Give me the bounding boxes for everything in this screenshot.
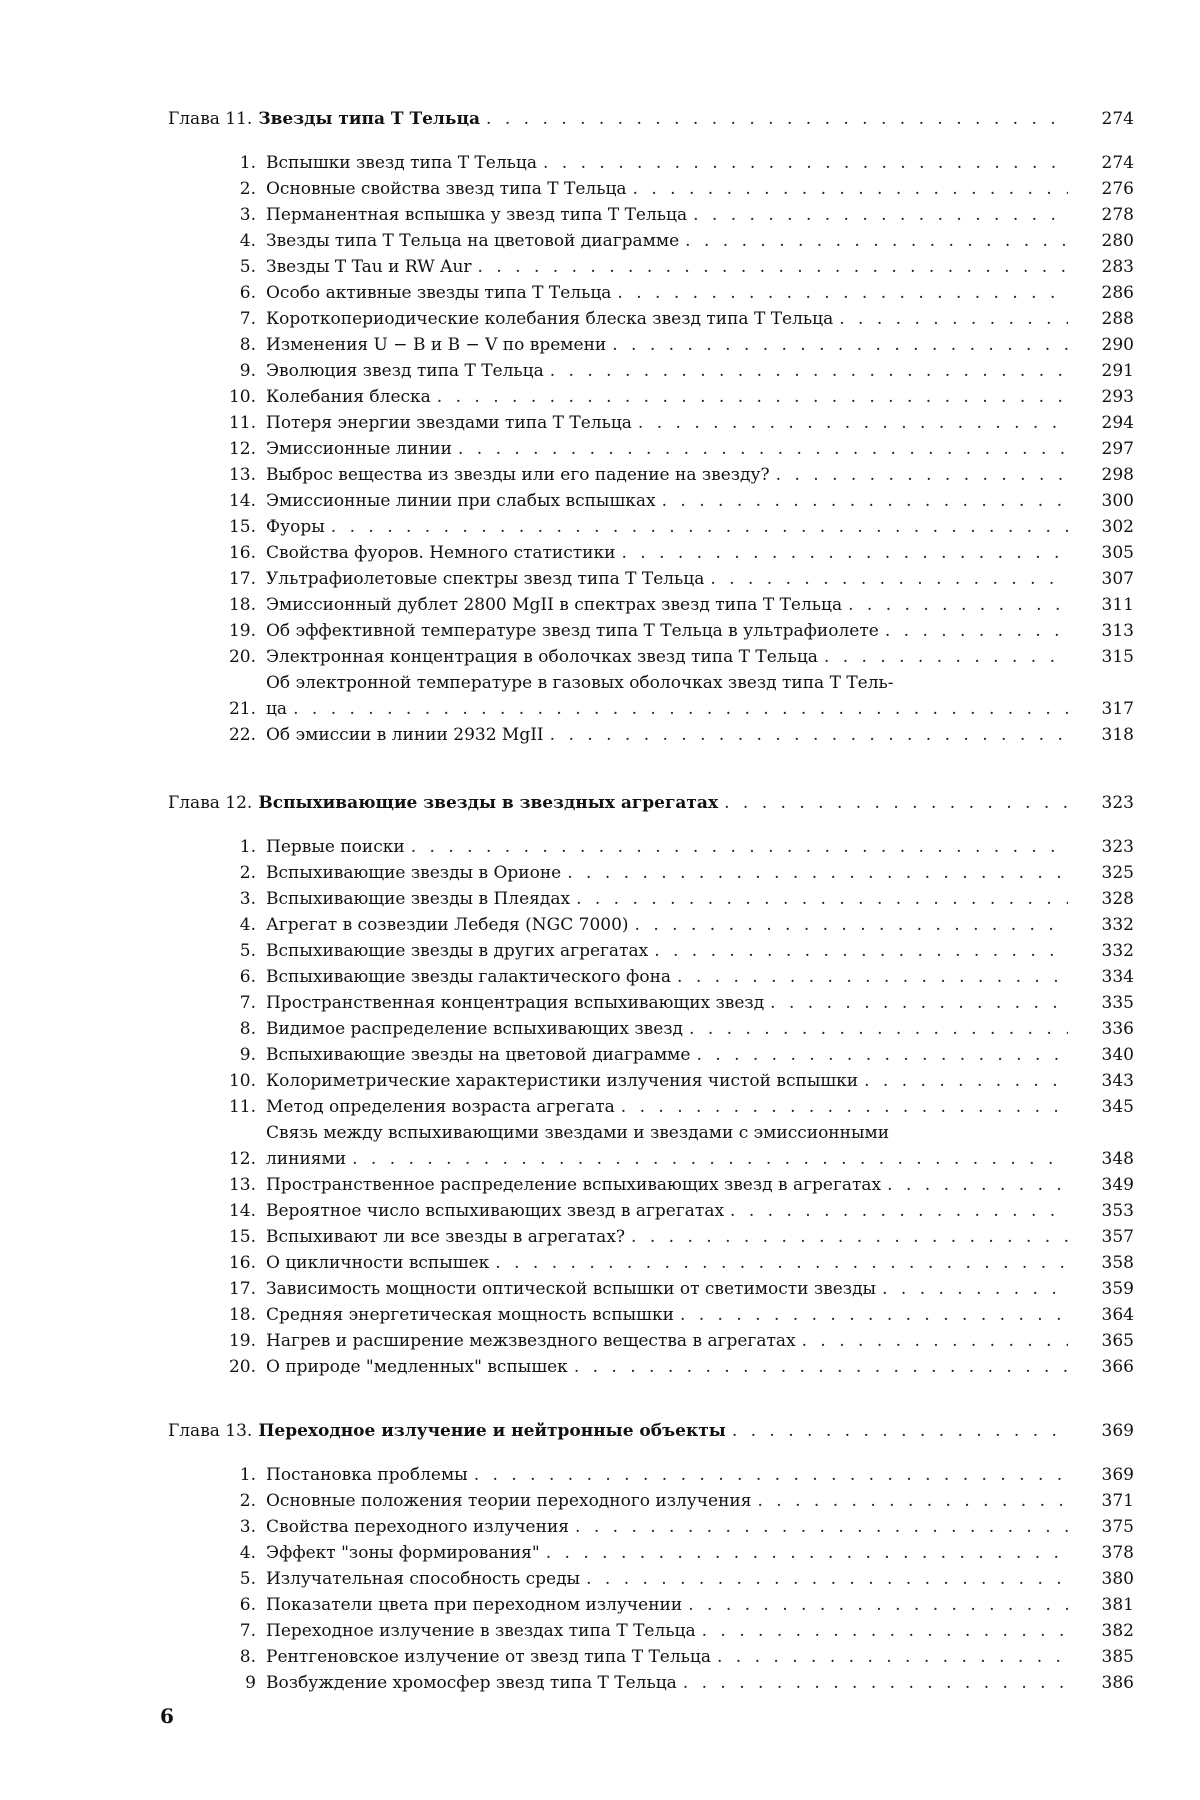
section-number: 4.	[239, 915, 256, 935]
toc-entry[interactable]	[210, 938, 1134, 964]
dot-leader	[724, 790, 1068, 816]
section-page-number: 288	[1101, 309, 1134, 329]
toc-entry[interactable]	[210, 964, 1134, 990]
toc-entry[interactable]	[210, 644, 1134, 670]
section-number: 13.	[228, 465, 256, 485]
section-number: 17.	[228, 569, 256, 589]
section-number: 6.	[239, 967, 256, 987]
dot-leader	[567, 860, 1068, 886]
section-number: 22.	[228, 725, 256, 745]
section-page-number: 318	[1101, 725, 1134, 745]
chapter-entries	[210, 150, 1134, 748]
dot-leader	[887, 1172, 1068, 1198]
section-number: 14.	[228, 1201, 256, 1221]
dot-leader	[683, 1670, 1068, 1696]
dot-leader	[576, 886, 1068, 912]
section-page-number: 381	[1101, 1595, 1134, 1615]
section-title: Эволюция звезд типа T Тельца	[266, 361, 544, 381]
toc-entry[interactable]	[210, 722, 1134, 748]
section-number: 8.	[239, 335, 256, 355]
toc-entry[interactable]	[210, 990, 1134, 1016]
dot-leader	[848, 592, 1068, 618]
chapter-label: Глава 11.	[168, 109, 253, 129]
section-title: Возбуждение хромосфер звезд типа T Тельца	[266, 1673, 677, 1693]
section-number: 19.	[228, 1331, 256, 1351]
section-title: Особо активные звезды типа T Тельца	[266, 283, 612, 303]
section-number: 15.	[228, 517, 256, 537]
section-number: 17.	[228, 1279, 256, 1299]
dot-leader	[478, 254, 1068, 280]
section-title: Вспыхивающие звезды в Плеядах	[266, 889, 571, 909]
chapter-entries	[210, 834, 1134, 1380]
section-number: 4.	[239, 231, 256, 251]
toc-entry[interactable]	[210, 358, 1134, 384]
dot-leader	[495, 1250, 1068, 1276]
section-title: Вспыхивающие звезды галактического фона	[266, 967, 672, 987]
section-title: Ультрафиолетовые спектры звезд типа T Тельца	[266, 569, 705, 589]
dot-leader	[458, 436, 1068, 462]
section-title: Эмиссионные линии при слабых вспышках	[266, 491, 656, 511]
section-page-number: 348	[1101, 1149, 1134, 1169]
toc-entry[interactable]	[210, 860, 1134, 886]
section-number: 21.	[228, 699, 256, 719]
section-page-number: 307	[1101, 569, 1134, 589]
section-page-number: 323	[1101, 837, 1134, 857]
section-number: 12.	[228, 1149, 256, 1169]
dot-leader	[732, 1418, 1068, 1444]
toc-entry[interactable]	[210, 592, 1134, 618]
section-page-number: 283	[1101, 257, 1134, 277]
section-number: 1.	[239, 837, 256, 857]
toc-entry[interactable]	[210, 1250, 1134, 1276]
section-title: Потеря энергии звездами типа T Тельца	[266, 413, 632, 433]
toc-entry[interactable]	[210, 1566, 1134, 1592]
toc-entry[interactable]	[210, 150, 1134, 176]
section-number: 3.	[239, 1517, 256, 1537]
dot-leader	[693, 202, 1068, 228]
section-title: О цикличности вспышек	[266, 1253, 490, 1273]
section-title: Вспыхивающие звезды на цветовой диаграмме	[266, 1045, 691, 1065]
toc-entry[interactable]	[210, 254, 1134, 280]
dot-leader	[717, 1644, 1068, 1670]
section-title: Вероятное число вспыхивающих звезд в агрегатах	[266, 1201, 725, 1221]
section-title: Звезды типа T Тельца на цветовой диаграмме	[266, 231, 680, 251]
chapter-title: Звезды типа T Тельца	[258, 109, 481, 129]
toc-entry[interactable]	[210, 1198, 1134, 1224]
section-number: 8.	[239, 1647, 256, 1667]
section-page-number: 280	[1101, 231, 1134, 251]
section-page-number: 286	[1101, 283, 1134, 303]
dot-leader	[550, 722, 1068, 748]
section-page-number: 328	[1101, 889, 1134, 909]
dot-leader	[770, 990, 1068, 1016]
section-title: Об эффективной температуре звезд типа T Тельца в ультрафиолете	[266, 621, 879, 641]
dot-leader	[839, 306, 1068, 332]
toc-entry[interactable]	[210, 1488, 1134, 1514]
section-title: Связь между вспыхивающими звездами и звездами с эмиссионными	[266, 1123, 890, 1143]
section-page-number: 366	[1101, 1357, 1134, 1377]
section-number: 18.	[228, 595, 256, 615]
section-page-number: 297	[1101, 439, 1134, 459]
section-title: Основные свойства звезд типа T Тельца	[266, 179, 627, 199]
toc-entry[interactable]	[210, 566, 1134, 592]
section-number: 7.	[239, 993, 256, 1013]
section-page-number: 335	[1101, 993, 1134, 1013]
dot-leader	[864, 1068, 1068, 1094]
dot-leader	[696, 1042, 1068, 1068]
section-page-number: 364	[1101, 1305, 1134, 1325]
section-number: 10.	[228, 387, 256, 407]
toc-entry[interactable]	[210, 306, 1134, 332]
dot-leader	[486, 106, 1068, 132]
section-number: 18.	[228, 1305, 256, 1325]
chapter-heading[interactable]	[168, 790, 1134, 816]
section-number: 2.	[239, 863, 256, 883]
section-page-number: 298	[1101, 465, 1134, 485]
toc-entry[interactable]	[210, 1120, 1134, 1172]
section-page-number: 293	[1101, 387, 1134, 407]
section-page-number: 371	[1101, 1491, 1134, 1511]
toc-entry[interactable]	[210, 1670, 1134, 1696]
section-title: Вспыхивающие звезды в Орионе	[266, 863, 562, 883]
section-title: Колебания блеска	[266, 387, 431, 407]
dot-leader	[685, 228, 1068, 254]
chapter-title: Переходное излучение и нейтронные объекты	[258, 1421, 726, 1441]
section-title: Основные положения теории переходного излучения	[266, 1491, 752, 1511]
section-title: Зависимость мощности оптической вспышки от светимости звезды	[266, 1279, 877, 1299]
toc-entry[interactable]	[210, 1514, 1134, 1540]
dot-leader	[654, 938, 1068, 964]
toc-entry[interactable]	[210, 384, 1134, 410]
section-title: Фуоры	[266, 517, 325, 537]
section-title: Средняя энергетическая мощность вспышки	[266, 1305, 674, 1325]
dot-leader	[885, 618, 1068, 644]
dot-leader	[677, 964, 1068, 990]
section-title: Метод определения возраста агрегата	[266, 1097, 615, 1117]
section-page-number: 349	[1101, 1175, 1134, 1195]
dot-leader	[411, 834, 1068, 860]
chapter-entries	[210, 1462, 1134, 1696]
section-page-number: 353	[1101, 1201, 1134, 1221]
section-number: 20.	[228, 647, 256, 667]
dot-leader	[621, 540, 1068, 566]
section-page-number: 375	[1101, 1517, 1134, 1537]
section-number: 5.	[239, 1569, 256, 1589]
section-title: Первые поиски	[266, 837, 405, 857]
section-page-number: 325	[1101, 863, 1134, 883]
section-title: Нагрев и расширение межзвездного вещества в агрегатах	[266, 1331, 796, 1351]
dot-leader	[710, 566, 1068, 592]
section-title: Эмиссионные линии	[266, 439, 452, 459]
dot-leader	[617, 280, 1068, 306]
section-number: 13.	[228, 1175, 256, 1195]
section-page-number: 317	[1101, 699, 1134, 719]
section-title: Видимое распределение вспыхивающих звезд	[266, 1019, 684, 1039]
section-page-number: 300	[1101, 491, 1134, 511]
toc-entry[interactable]	[210, 462, 1134, 488]
chapter-label: Глава 12.	[168, 793, 253, 813]
section-page-number: 340	[1101, 1045, 1134, 1065]
toc-entry[interactable]	[210, 1328, 1134, 1354]
dot-leader	[802, 1328, 1068, 1354]
section-number: 9.	[239, 1045, 256, 1065]
dot-leader	[689, 1016, 1068, 1042]
toc-entry[interactable]	[210, 540, 1134, 566]
toc-entry[interactable]	[210, 1540, 1134, 1566]
section-number: 8.	[239, 1019, 256, 1039]
section-title: Вспышки звезд типа T Тельца	[266, 153, 537, 173]
section-page-number: 385	[1101, 1647, 1134, 1667]
dot-leader	[882, 1276, 1068, 1302]
section-number: 5.	[239, 257, 256, 277]
section-title: О природе "медленных" вспышек	[266, 1357, 568, 1377]
toc-entry[interactable]	[210, 176, 1134, 202]
section-number: 19.	[228, 621, 256, 641]
section-page-number: 369	[1101, 1465, 1134, 1485]
section-page-number: 378	[1101, 1543, 1134, 1563]
dot-leader	[688, 1592, 1068, 1618]
section-number: 2.	[239, 179, 256, 199]
chapter-title: Вспыхивающие звезды в звездных агрегатах	[258, 793, 719, 813]
chapter-heading[interactable]	[168, 106, 1134, 132]
section-page-number: 311	[1101, 595, 1134, 615]
toc-entry[interactable]	[210, 1462, 1134, 1488]
section-title: Эмиссионный дублет 2800 MgII в спектрах звезд типа T Тельца	[266, 595, 843, 615]
section-page-number: 313	[1101, 621, 1134, 641]
toc-entry[interactable]	[210, 1172, 1134, 1198]
section-title: Об эмиссии в линии 2932 MgII	[266, 725, 544, 745]
section-page-number: 365	[1101, 1331, 1134, 1351]
section-page-number: 386	[1101, 1673, 1134, 1693]
dot-leader	[293, 696, 1068, 722]
section-title: Свойства фуоров. Немного статистики	[266, 543, 616, 563]
dot-leader	[662, 488, 1068, 514]
toc-entry[interactable]	[210, 618, 1134, 644]
section-number: 4.	[239, 1543, 256, 1563]
toc-entry[interactable]	[210, 228, 1134, 254]
section-title: Излучательная способность среды	[266, 1569, 581, 1589]
section-number: 9.	[239, 361, 256, 381]
toc-entry[interactable]	[210, 1276, 1134, 1302]
section-title: Показатели цвета при переходном излучении	[266, 1595, 683, 1615]
chapter-page-number: 323	[1101, 793, 1134, 813]
section-title: Перманентная вспышка у звезд типа T Тельца	[266, 205, 688, 225]
toc-entry[interactable]	[210, 1302, 1134, 1328]
section-number: 7.	[239, 1621, 256, 1641]
section-number: 9	[245, 1673, 256, 1693]
section-title: Агрегат в созвездии Лебедя (NGC 7000)	[266, 915, 629, 935]
dot-leader	[586, 1566, 1068, 1592]
chapter-label: Глава 13.	[168, 1421, 253, 1441]
section-page-number: 278	[1101, 205, 1134, 225]
section-number: 1.	[239, 153, 256, 173]
section-title: Эффект "зоны формирования"	[266, 1543, 540, 1563]
section-number: 12.	[228, 439, 256, 459]
section-number: 7.	[239, 309, 256, 329]
toc-entry[interactable]	[210, 886, 1134, 912]
dot-leader	[702, 1618, 1068, 1644]
section-number: 2.	[239, 1491, 256, 1511]
section-page-number: 336	[1101, 1019, 1134, 1039]
section-number: 11.	[228, 1097, 256, 1117]
section-number: 5.	[239, 941, 256, 961]
section-page-number: 380	[1101, 1569, 1134, 1589]
section-page-number: 302	[1101, 517, 1134, 537]
section-page-number: 332	[1101, 915, 1134, 935]
section-number: 20.	[228, 1357, 256, 1377]
section-title: Постановка проблемы	[266, 1465, 468, 1485]
toc-entry[interactable]	[210, 912, 1134, 938]
dot-leader	[776, 462, 1068, 488]
section-page-number: 294	[1101, 413, 1134, 433]
section-number: 15.	[228, 1227, 256, 1247]
toc-entry[interactable]	[210, 1042, 1134, 1068]
section-number: 6.	[239, 1595, 256, 1615]
section-title: Свойства переходного излучения	[266, 1517, 570, 1537]
page-folio: 6	[160, 1704, 174, 1728]
section-page-number: 359	[1101, 1279, 1134, 1299]
toc-entry[interactable]	[210, 1094, 1134, 1120]
dot-leader	[757, 1488, 1068, 1514]
section-title: Колориметрические характеристики излучения чистой вспышки	[266, 1071, 859, 1091]
dot-leader	[824, 644, 1068, 670]
section-title: Об электронной температуре в газовых оболочках звезд типа T Тель-	[266, 673, 894, 693]
toc-entry[interactable]	[210, 1068, 1134, 1094]
section-number: 14.	[228, 491, 256, 511]
dot-leader	[612, 332, 1068, 358]
section-title: Пространственное распределение вспыхивающих звезд в агрегатах	[266, 1175, 882, 1195]
section-title: Рентгеновское излучение от звезд типа T Тельца	[266, 1647, 711, 1667]
section-title: Электронная концентрация в оболочках звезд типа T Тельца	[266, 647, 818, 667]
dot-leader	[730, 1198, 1068, 1224]
dot-leader	[680, 1302, 1068, 1328]
section-page-number: 358	[1101, 1253, 1134, 1273]
dot-leader	[437, 384, 1068, 410]
toc-entry[interactable]	[210, 1016, 1134, 1042]
section-title: Звезды T Tau и RW Aur	[266, 257, 472, 277]
section-title: Пространственная концентрация вспыхивающих звезд	[266, 993, 765, 1013]
section-page-number: 291	[1101, 361, 1134, 381]
toc-entry[interactable]	[210, 514, 1134, 540]
section-number: 16.	[228, 1253, 256, 1273]
section-number: 11.	[228, 413, 256, 433]
section-number: 3.	[239, 205, 256, 225]
toc-entry[interactable]	[210, 1618, 1134, 1644]
chapter-page-number: 369	[1101, 1421, 1134, 1441]
section-number: 3.	[239, 889, 256, 909]
section-number: 1.	[239, 1465, 256, 1485]
dot-leader	[621, 1094, 1068, 1120]
toc-entry[interactable]	[210, 1354, 1134, 1380]
dot-leader	[474, 1462, 1068, 1488]
section-title-continuation: линиями	[266, 1149, 347, 1169]
dot-leader	[543, 150, 1068, 176]
toc-entry[interactable]	[210, 202, 1134, 228]
section-page-number: 357	[1101, 1227, 1134, 1247]
toc-entry[interactable]	[210, 436, 1134, 462]
section-page-number: 276	[1101, 179, 1134, 199]
section-page-number: 274	[1101, 153, 1134, 173]
toc-entry[interactable]	[210, 834, 1134, 860]
section-page-number: 290	[1101, 335, 1134, 355]
section-page-number: 334	[1101, 967, 1134, 987]
section-title: Переходное излучение в звездах типа T Тельца	[266, 1621, 696, 1641]
section-page-number: 382	[1101, 1621, 1134, 1641]
toc-entry[interactable]	[210, 1644, 1134, 1670]
section-title-continuation: ца	[266, 699, 288, 719]
section-title: Вспыхивают ли все звезды в агрегатах?	[266, 1227, 626, 1247]
dot-leader	[635, 912, 1068, 938]
dot-leader	[633, 176, 1068, 202]
dot-leader	[631, 1224, 1068, 1250]
toc-entry[interactable]	[210, 1224, 1134, 1250]
section-page-number: 332	[1101, 941, 1134, 961]
chapter-page-number: 274	[1101, 109, 1134, 129]
section-title: Короткопериодические колебания блеска звезд типа T Тельца	[266, 309, 834, 329]
section-number: 6.	[239, 283, 256, 303]
dot-leader	[331, 514, 1068, 540]
toc-entry[interactable]	[210, 332, 1134, 358]
dot-leader	[575, 1514, 1068, 1540]
section-number: 16.	[228, 543, 256, 563]
dot-leader	[546, 1540, 1068, 1566]
section-page-number: 343	[1101, 1071, 1134, 1091]
toc-entry[interactable]	[210, 1592, 1134, 1618]
toc-entry[interactable]	[210, 280, 1134, 306]
section-title: Выброс вещества из звезды или его падение на звезду?	[266, 465, 770, 485]
toc-entry[interactable]	[210, 670, 1134, 722]
toc-entry[interactable]	[210, 410, 1134, 436]
chapter-heading[interactable]	[168, 1418, 1134, 1444]
dot-leader	[574, 1354, 1068, 1380]
section-page-number: 345	[1101, 1097, 1134, 1117]
section-title: Вспыхивающие звезды в других агрегатах	[266, 941, 649, 961]
toc-entry[interactable]	[210, 488, 1134, 514]
dot-leader	[638, 410, 1068, 436]
dot-leader	[550, 358, 1068, 384]
section-page-number: 305	[1101, 543, 1134, 563]
dot-leader	[352, 1146, 1068, 1172]
section-page-number: 315	[1101, 647, 1134, 667]
section-title: Изменения U − B и B − V по времени	[266, 335, 607, 355]
section-number: 10.	[228, 1071, 256, 1091]
